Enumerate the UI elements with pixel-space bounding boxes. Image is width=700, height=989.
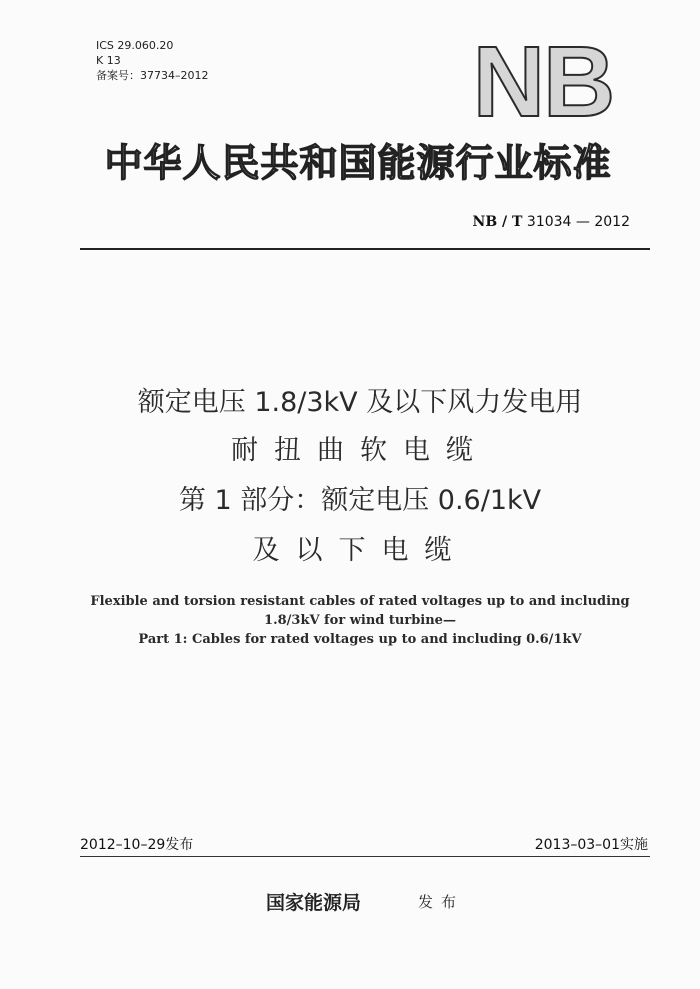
header-divider bbox=[80, 248, 650, 250]
issue-word: 发布 bbox=[418, 893, 465, 911]
standard-number bbox=[473, 214, 630, 230]
ics-code: ICS 29.060.20 bbox=[96, 39, 174, 52]
standard-code: 31034 — 2012 bbox=[526, 214, 630, 230]
record-number: 备案号：37734–2012 bbox=[96, 69, 209, 82]
cn-title-line-1: 额定电压 1.8/3kV 及以下风力发电用 bbox=[137, 387, 583, 418]
nb-logo: NB bbox=[472, 26, 614, 138]
issuer: 国家能源局 bbox=[266, 892, 362, 914]
en-title-line-3: Part 1: Cables for rated voltages up to and including 0.6/1kV bbox=[138, 632, 582, 647]
cn-title-line-4: 及以下电缆 bbox=[252, 535, 468, 566]
implementation-date: 2013–03–01实施 bbox=[534, 837, 648, 853]
en-title bbox=[60, 592, 660, 649]
classification-block bbox=[96, 38, 209, 83]
footer-divider bbox=[80, 856, 650, 857]
issue-date: 2012–10–29发布 bbox=[80, 837, 194, 853]
k-code: K 13 bbox=[96, 54, 121, 67]
org-title: 中华人民共和国能源行业标准 bbox=[104, 140, 612, 185]
en-title-line-1: Flexible and torsion resistant cables of rated voltages up to and including bbox=[90, 594, 630, 609]
en-title-line-2: 1.8/3kV for wind turbine— bbox=[264, 613, 456, 628]
cn-title-line-3: 第 1 部分：额定电压 0.6/1kV bbox=[178, 485, 542, 516]
cn-title-line-2: 耐扭曲软电缆 bbox=[231, 435, 489, 466]
standard-prefix: NB / T bbox=[472, 214, 523, 230]
